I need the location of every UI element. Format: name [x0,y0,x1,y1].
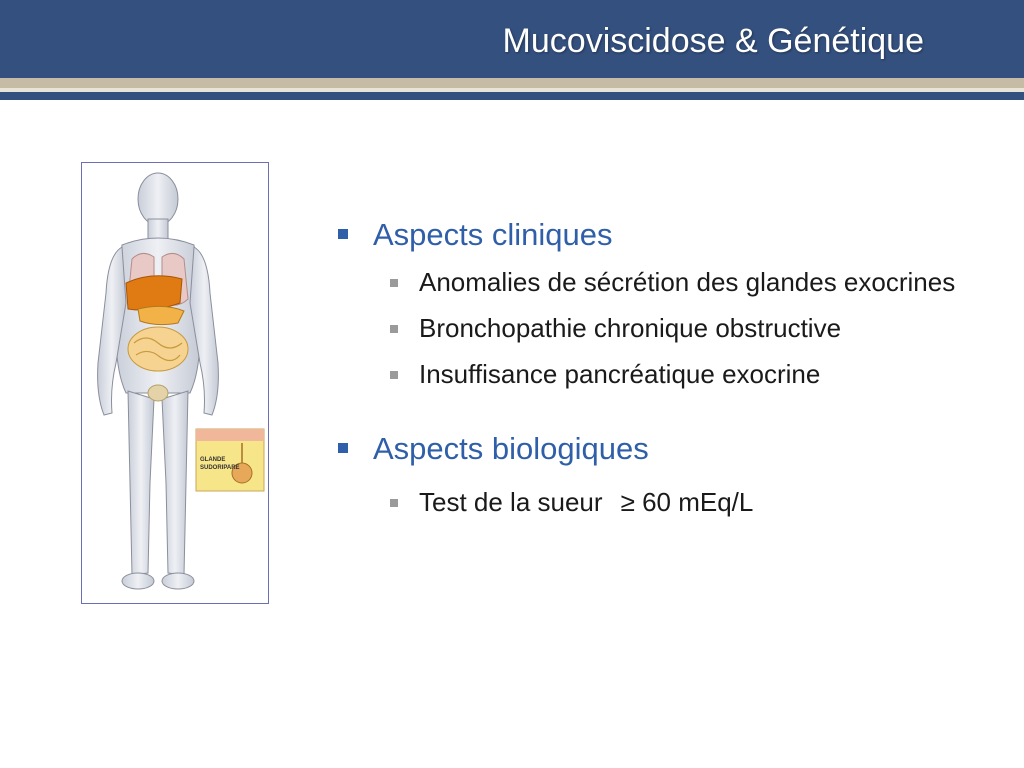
slide-header [0,0,1024,78]
greater-equal-symbol: ≥ [620,487,635,517]
human-body-illustration [82,163,268,603]
header-stripe-tan [0,78,1024,88]
section-heading-clinical: Aspects cliniques [335,216,975,254]
inset-label-line2: SUDORIPARE [200,465,240,471]
square-bullet-icon [338,229,348,239]
square-bullet-icon [338,443,348,453]
list-item: Bronchopathie chronique obstructive [335,310,975,347]
square-bullet-icon [390,279,398,287]
anatomy-figure [81,162,269,604]
section-heading-biological: Aspects biologiques [335,430,975,468]
inset-label-line1: GLANDE [200,457,226,463]
square-bullet-icon [390,325,398,333]
list-item: Test de la sueur ≥ 60 mEq/L [335,484,975,521]
list-item: Insuffisance pancréatique exocrine [335,356,975,393]
slide-title: Mucoviscidose & Génétique [502,22,924,60]
bullet-list [335,216,975,521]
list-item: Anomalies de sécrétion des glandes exocrines [335,264,975,301]
header-stripe-blue [0,92,1024,100]
square-bullet-icon [390,499,398,507]
square-bullet-icon [390,371,398,379]
